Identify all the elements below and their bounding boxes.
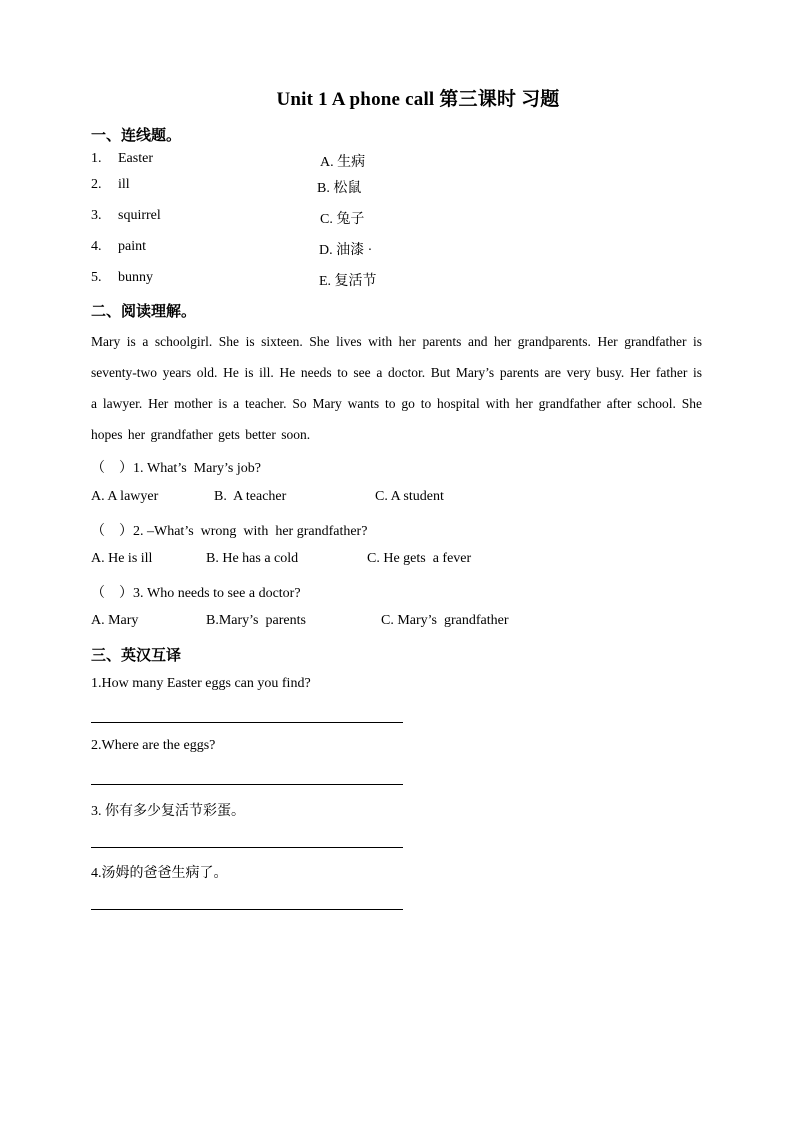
translation-item-1: 1.How many Easter eggs can you find?	[91, 676, 311, 691]
english-word: paint	[118, 239, 146, 254]
answer-line-3[interactable]	[91, 847, 403, 848]
question-3: （ ）3. Who needs to see a doctor?	[91, 586, 301, 601]
question-2-choice-a: A. He is ill	[91, 551, 153, 566]
question-2-choice-b: B. He has a cold	[206, 551, 299, 566]
english-word: ill	[118, 177, 130, 192]
matching-row	[91, 270, 511, 290]
matching-row	[91, 151, 511, 171]
translation-item-4: 4.汤姆的爸爸生病了。	[91, 866, 228, 881]
translation-item-2: 2.Where are the eggs?	[91, 738, 216, 753]
chinese-option: D. 油漆 ·	[319, 243, 373, 258]
matching-row	[91, 208, 511, 228]
question-3-choice-b: B.Mary’s parents	[206, 613, 306, 628]
item-number: 1.	[91, 151, 102, 166]
english-word: Easter	[118, 151, 153, 166]
matching-row	[91, 239, 511, 259]
english-word: bunny	[118, 270, 153, 285]
item-number: 2.	[91, 177, 102, 192]
question-2-choice-c: C. He gets a fever	[367, 551, 472, 566]
chinese-option: B. 松鼠	[317, 181, 362, 196]
answer-line-1[interactable]	[91, 722, 403, 723]
chinese-option: E. 复活节	[319, 274, 377, 289]
chinese-option: C. 兔子	[320, 212, 365, 227]
section-3-heading: 三、英汉互译	[91, 648, 182, 664]
matching-row	[91, 177, 511, 197]
question-1-choice-a: A. A lawyer	[91, 489, 159, 504]
chinese-option: A. 生病	[320, 155, 366, 170]
reading-passage: Mary is a schoolgirl. She is sixteen. She lives with her parents and her grandparents. Her grandfather is seventy-two years old. He is ill. He needs to see a doctor. But Mary’s parents are very busy. Her father is a lawyer. Her mother is a teacher. So Mary wants to go to hospital with her grandfather after school. She hopes her grandfather gets better soon.	[91, 334, 702, 442]
section-1-heading: 一、连线题。	[91, 128, 182, 144]
answer-line-4[interactable]	[91, 909, 403, 910]
question-1: （ ）1. What’s Mary’s job?	[91, 461, 261, 476]
question-2: （ ）2. –What’s wrong with her grandfather?	[91, 524, 368, 539]
item-number: 4.	[91, 239, 102, 254]
question-3-choice-c: C. Mary’s grandfather	[381, 613, 509, 628]
section-2-heading: 二、阅读理解。	[91, 304, 197, 320]
item-number: 5.	[91, 270, 102, 285]
translation-item-3: 3. 你有多少复活节彩蛋。	[91, 804, 245, 819]
question-1-choice-b: B. A teacher	[214, 489, 287, 504]
question-1-choice-c: C. A student	[375, 489, 444, 504]
answer-line-2[interactable]	[91, 784, 403, 785]
question-3-choice-a: A. Mary	[91, 613, 139, 628]
page-title: Unit 1 A phone call 第三课时 习题	[276, 89, 560, 110]
english-word: squirrel	[118, 208, 161, 223]
item-number: 3.	[91, 208, 102, 223]
